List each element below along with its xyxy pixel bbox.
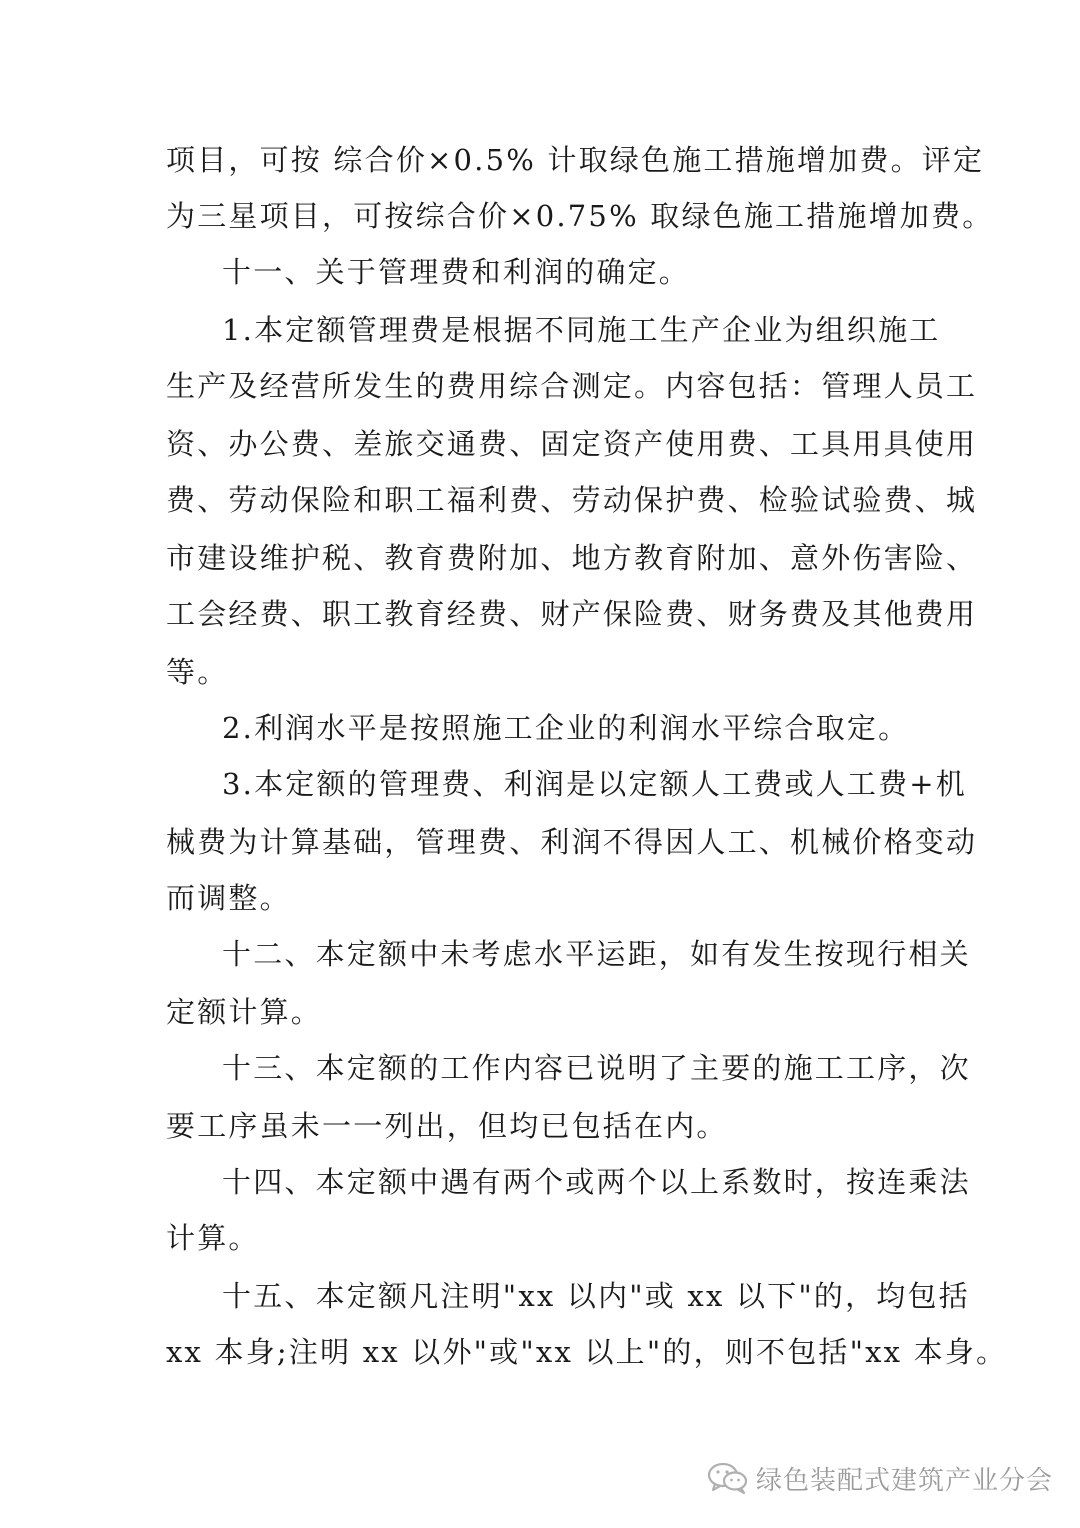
section-heading: 十四、本定额中遇有两个或两个以上系数时，按连乘法: [222, 1165, 971, 1199]
text-line: 械费为计算基础，管理费、利润不得因人工、机械价格变动: [166, 825, 978, 859]
text-line: 要工序虽未一一列出，但均已包括在内。: [166, 1109, 728, 1143]
text-line: 生产及经营所发生的费用综合测定。内容包括：管理人员工: [166, 369, 978, 403]
text-line: 为三星项目，可按综合价×0.75% 取绿色施工措施增加费。: [166, 199, 994, 233]
watermark-text: 绿色装配式建筑产业分会: [756, 1465, 1054, 1496]
text-line: 项目，可按 综合价×0.5% 计取绿色施工措施增加费。评定: [166, 143, 985, 177]
text-line: 2.利润水平是按照施工企业的利润水平综合取定。: [222, 711, 910, 745]
text-line: 而调整。: [166, 881, 291, 915]
text-line: 工会经费、职工教育经费、财产保险费、财务费及其他费用: [166, 597, 978, 631]
text-line: 定额计算。: [166, 995, 323, 1029]
text-line: 计算。: [166, 1221, 260, 1255]
text-line: xx 本身;注明 xx 以外"或"xx 以上"的，则不包括"xx 本身。: [166, 1335, 1008, 1369]
wechat-official-account-icon: [706, 1460, 750, 1496]
text-line: 等。: [166, 655, 229, 689]
text-line: 3.本定额的管理费、利润是以定额人工费或人工费+机: [222, 767, 967, 801]
text-line: 费、劳动保险和职工福利费、劳动保护费、检验试验费、城: [166, 483, 978, 517]
watermark: [706, 1456, 1053, 1500]
text-line: 市建设维护税、教育费附加、地方教育附加、意外伤害险、: [166, 541, 978, 575]
section-heading: 十三、本定额的工作内容已说明了主要的施工工序，次: [222, 1051, 971, 1085]
section-heading: 十五、本定额凡注明"xx 以内"或 xx 以下"的，均包括: [222, 1279, 970, 1313]
section-heading: 十二、本定额中未考虑水平运距，如有发生按现行相关: [222, 937, 971, 971]
text-line: 1.本定额管理费是根据不同施工生产企业为组织施工: [222, 313, 941, 347]
text-line: 资、办公费、差旅交通费、固定资产使用费、工具用具使用: [166, 427, 978, 461]
section-heading: 十一、关于管理费和利润的确定。: [222, 255, 691, 289]
